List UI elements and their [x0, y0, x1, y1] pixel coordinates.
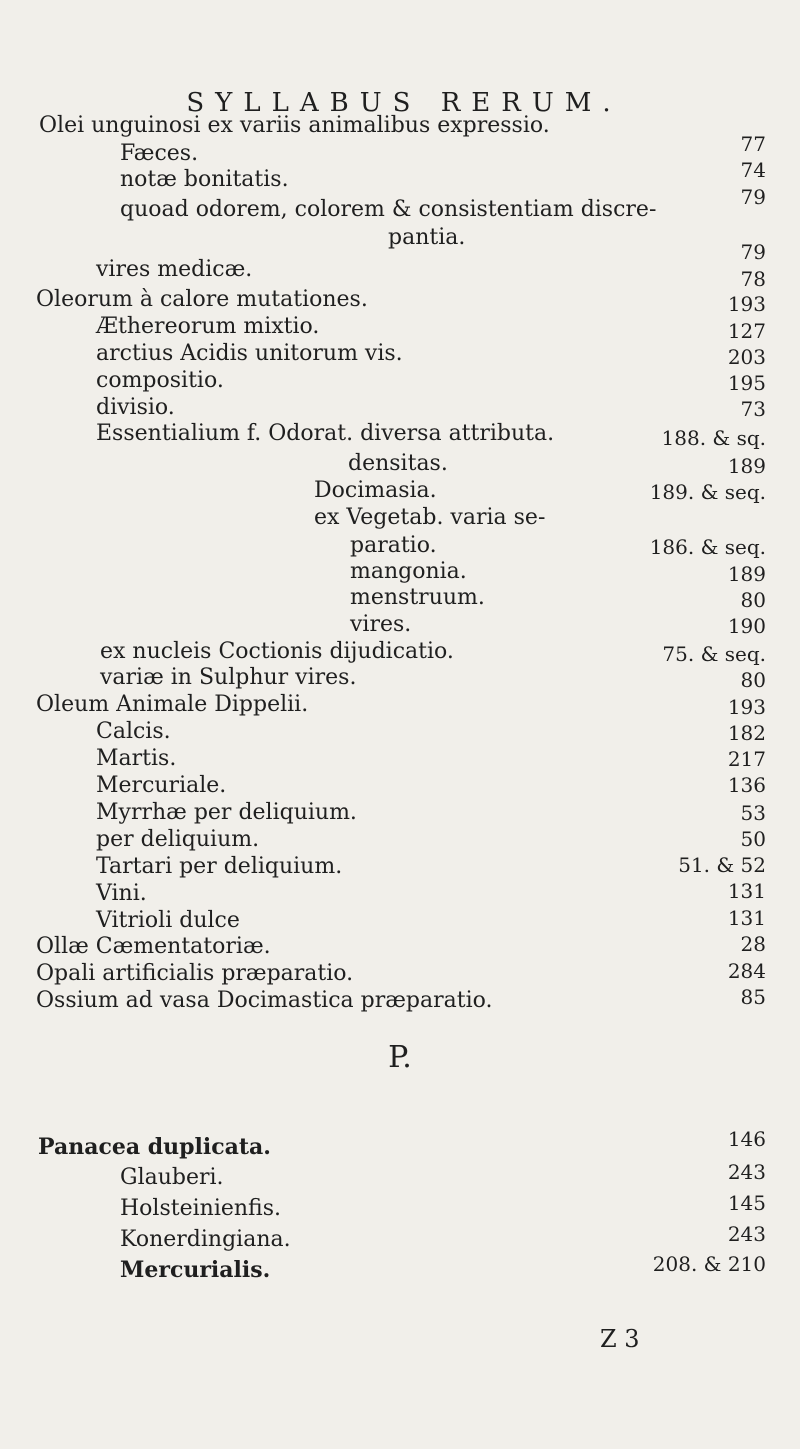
index-entry-text: Mercurialis.: [120, 1257, 271, 1283]
index-entry-page: 131: [727, 879, 766, 903]
index-entry-text: Ollæ Cæmentatoriæ.: [36, 934, 271, 959]
index-entry-text: Docimasia.: [314, 478, 437, 503]
index-entry-text: ex nucleis Coctionis dijudicatio.: [100, 639, 454, 664]
index-entry-page: 146: [727, 1127, 766, 1151]
index-entry-text: Panacea duplicata.: [38, 1134, 271, 1160]
section-letter: P.: [388, 1040, 412, 1075]
index-entry-page: 189. & seq.: [649, 480, 766, 504]
index-entry-text: Fæces.: [120, 141, 199, 166]
index-entry-text: paratio.: [350, 533, 437, 558]
index-entry-text: Ossium ad vasa Docimastica præparatio.: [36, 988, 493, 1013]
index-entry-text: Vini.: [96, 881, 147, 906]
index-entry-page: 182: [727, 721, 766, 745]
index-entry-page: 74: [740, 158, 766, 182]
index-entry-text: Glauberi.: [120, 1165, 224, 1190]
index-entry-text: Oleorum à calore mutationes.: [36, 287, 368, 312]
index-entry-text: Olei unguinosi ex variis animalibus expressio.: [39, 113, 550, 138]
index-entry-page: 80: [740, 588, 766, 612]
index-entry-page: 186. & seq.: [649, 535, 766, 559]
index-entry-text: compositio.: [96, 368, 224, 393]
index-entry-text: Æthereorum mixtio.: [96, 314, 320, 339]
index-entry-page: 80: [740, 668, 766, 692]
index-entry-text: Vitrioli dulce: [96, 908, 240, 933]
index-entry-text: densitas.: [348, 451, 448, 476]
index-entry-text: Oleum Animale Dippelii.: [36, 692, 309, 717]
index-entry-page: 79: [740, 240, 766, 264]
index-entry-text: pantia.: [388, 225, 466, 250]
index-entry-text: notæ bonitatis.: [120, 167, 289, 192]
index-entry-page: 190: [727, 614, 766, 638]
index-entry-page: 188. & sq.: [661, 426, 766, 450]
signature-mark: Z 3: [600, 1325, 640, 1353]
index-entry-page: 77: [740, 132, 766, 156]
index-entry-text: Essentialium f. Odorat. diversa attributa.: [96, 421, 555, 446]
index-entry-page: 85: [740, 985, 766, 1009]
index-entry-page: 28: [740, 932, 766, 956]
index-entry-page: 78: [740, 267, 766, 291]
index-entry-text: divisio.: [96, 395, 175, 420]
index-entry-text: Opali artificialis præparatio.: [36, 961, 354, 986]
index-entry-page: 243: [727, 1160, 766, 1184]
index-entry-page: 50: [740, 827, 766, 851]
index-entry-text: Martis.: [96, 746, 177, 771]
index-entry-page: 193: [727, 695, 766, 719]
index-entry-page: 53: [740, 801, 766, 825]
index-entry-page: 193: [727, 292, 766, 316]
index-entry-page: 79: [740, 185, 766, 209]
index-entry-text: Tartari per deliquium.: [96, 854, 343, 879]
index-entry-text: variæ in Sulphur vires.: [100, 665, 357, 690]
index-entry-page: 189: [727, 562, 766, 586]
index-entry-page: 189: [727, 454, 766, 478]
index-entry-text: vires.: [350, 612, 412, 637]
index-entry-text: mangonia.: [350, 559, 467, 584]
index-entry-text: quoad odorem, colorem & consistentiam discre-: [120, 197, 657, 222]
index-entry-page: 203: [727, 345, 766, 369]
page-header: SYLLABUS RERUM.: [186, 88, 622, 118]
index-entry-text: menstruum.: [350, 585, 485, 610]
index-entry-text: per deliquium.: [96, 827, 260, 852]
index-entry-page: 195: [727, 371, 766, 395]
index-entry-text: arctius Acidis unitorum vis.: [96, 341, 403, 366]
index-entry-text: Myrrhæ per deliquium.: [96, 800, 357, 825]
index-entry-page: 136: [727, 773, 766, 797]
index-entry-page: 51. & 52: [678, 853, 766, 877]
index-entry-page: 127: [727, 319, 766, 343]
index-entry-page: 75. & seq.: [662, 642, 766, 666]
index-entry-text: Holsteinienfis.: [120, 1196, 282, 1221]
index-entry-page: 243: [727, 1222, 766, 1246]
index-entry-page: 284: [727, 959, 766, 983]
index-entry-text: Mercuriale.: [96, 773, 227, 798]
index-entry-text: Calcis.: [96, 719, 171, 744]
index-entry-page: 131: [727, 906, 766, 930]
index-entry-text: ex Vegetab. varia se-: [314, 505, 546, 530]
index-entry-text: Konerdingiana.: [120, 1227, 291, 1252]
index-entry-page: 208. & 210: [652, 1252, 766, 1276]
index-entry-page: 73: [740, 397, 766, 421]
index-entry-page: 145: [727, 1191, 766, 1215]
index-entry-text: vires medicæ.: [96, 257, 253, 282]
index-entry-page: 217: [727, 747, 766, 771]
